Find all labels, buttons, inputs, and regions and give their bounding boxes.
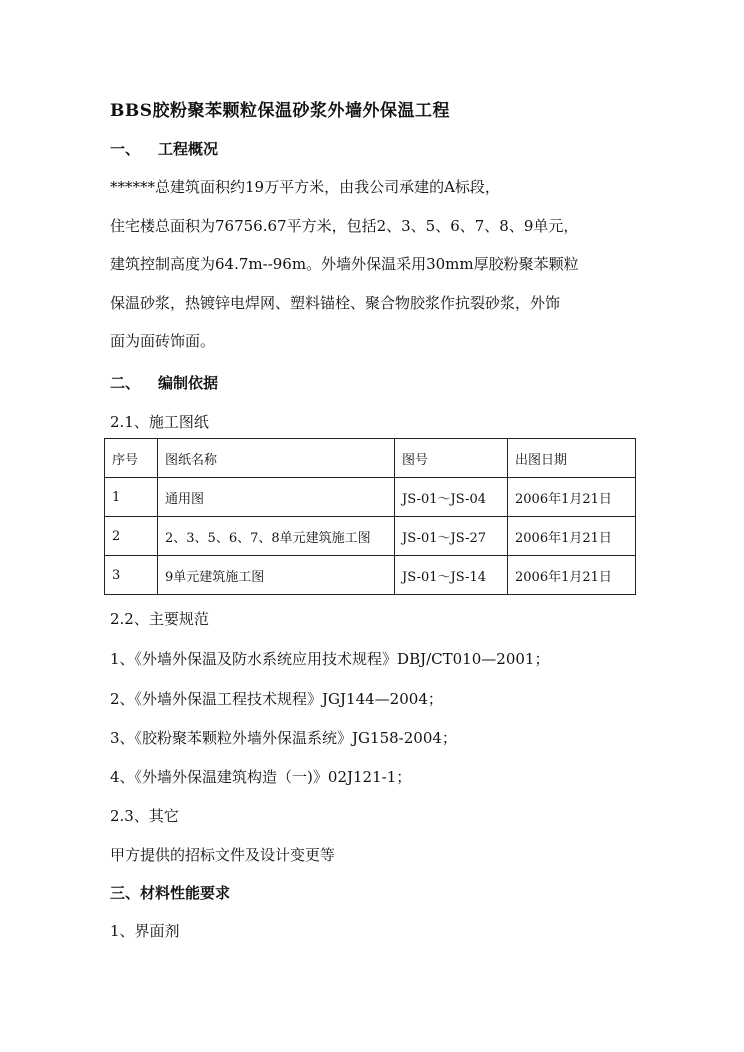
- section-3-heading: 三、材料性能要求: [110, 884, 231, 902]
- subsection-2-1: 2.1、施工图纸: [110, 413, 209, 431]
- drawings-table: [104, 438, 636, 595]
- section-2-number: 二、: [110, 374, 141, 392]
- table-cell: 2: [105, 517, 158, 556]
- header-cell: 序号: [105, 439, 158, 478]
- table-row: [105, 556, 636, 595]
- spec-item: 3、《胶粉聚苯颗粒外墙外保温系统》JG158-2004；: [110, 729, 457, 747]
- spec-item: 1、《外墙外保温及防水系统应用技术规程》DBJ/CT010—2001；: [110, 650, 550, 668]
- other-basis-text: 甲方提供的招标文件及设计变更等: [110, 846, 336, 864]
- table-cell: JS-01～JS-14: [395, 556, 508, 595]
- table-cell: 2006年1月21日: [508, 517, 636, 556]
- table-cell: 通用图: [158, 478, 395, 517]
- header-cell: 图号: [395, 439, 508, 478]
- table-cell: 2、3、5、6、7、8单元建筑施工图: [158, 517, 395, 556]
- subsection-2-3: 2.3、其它: [110, 807, 179, 825]
- section-2-title: 编制依据: [158, 374, 219, 392]
- table-cell: JS-01～JS-27: [395, 517, 508, 556]
- table-cell: 9单元建筑施工图: [158, 556, 395, 595]
- paragraph-line: 建筑控制高度为64.7m--96m。外墙外保温采用30mm厚胶粉聚苯颗粒: [110, 255, 579, 273]
- table-header-row: [105, 439, 636, 478]
- section-1-paragraph: [110, 168, 640, 361]
- paragraph-line: 面为面砖饰面。: [110, 332, 216, 350]
- document-title: BBS胶粉聚苯颗粒保温砂浆外墙外保温工程: [110, 101, 451, 121]
- paragraph-line: 住宅楼总面积为76756.67平方米，包括2、3、5、6、7、8、9单元，: [110, 216, 579, 235]
- table-cell: 2006年1月21日: [508, 556, 636, 595]
- material-item: 1、界面剂: [110, 922, 180, 940]
- table-cell: 2006年1月21日: [508, 478, 636, 517]
- section-2-heading: [110, 372, 218, 393]
- spec-item: 4、《外墙外保温建筑构造（一)》02J121-1；: [110, 768, 412, 786]
- table-cell: 3: [105, 556, 158, 595]
- paragraph-line: ******总建筑面积约19万平方米，由我公司承建的A标段，: [110, 178, 500, 196]
- section-1-number: 一、: [110, 140, 141, 158]
- table-row: [105, 517, 636, 556]
- section-1-title: 工程概况: [158, 140, 219, 158]
- paragraph-line: 保温砂浆，热镀锌电焊网、塑料锚栓、聚合物胶浆作抗裂砂浆，外饰: [110, 293, 561, 312]
- table-row: [105, 478, 636, 517]
- table-cell: JS-01～JS-04: [395, 478, 508, 517]
- subsection-2-2: 2.2、主要规范: [110, 610, 209, 628]
- header-cell: 图纸名称: [158, 439, 395, 478]
- table-cell: 1: [105, 478, 158, 517]
- section-1-heading: [110, 138, 218, 159]
- spec-item: 2、《外墙外保温工程技术规程》JGJ144—2004；: [110, 690, 443, 708]
- header-cell: 出图日期: [508, 439, 636, 478]
